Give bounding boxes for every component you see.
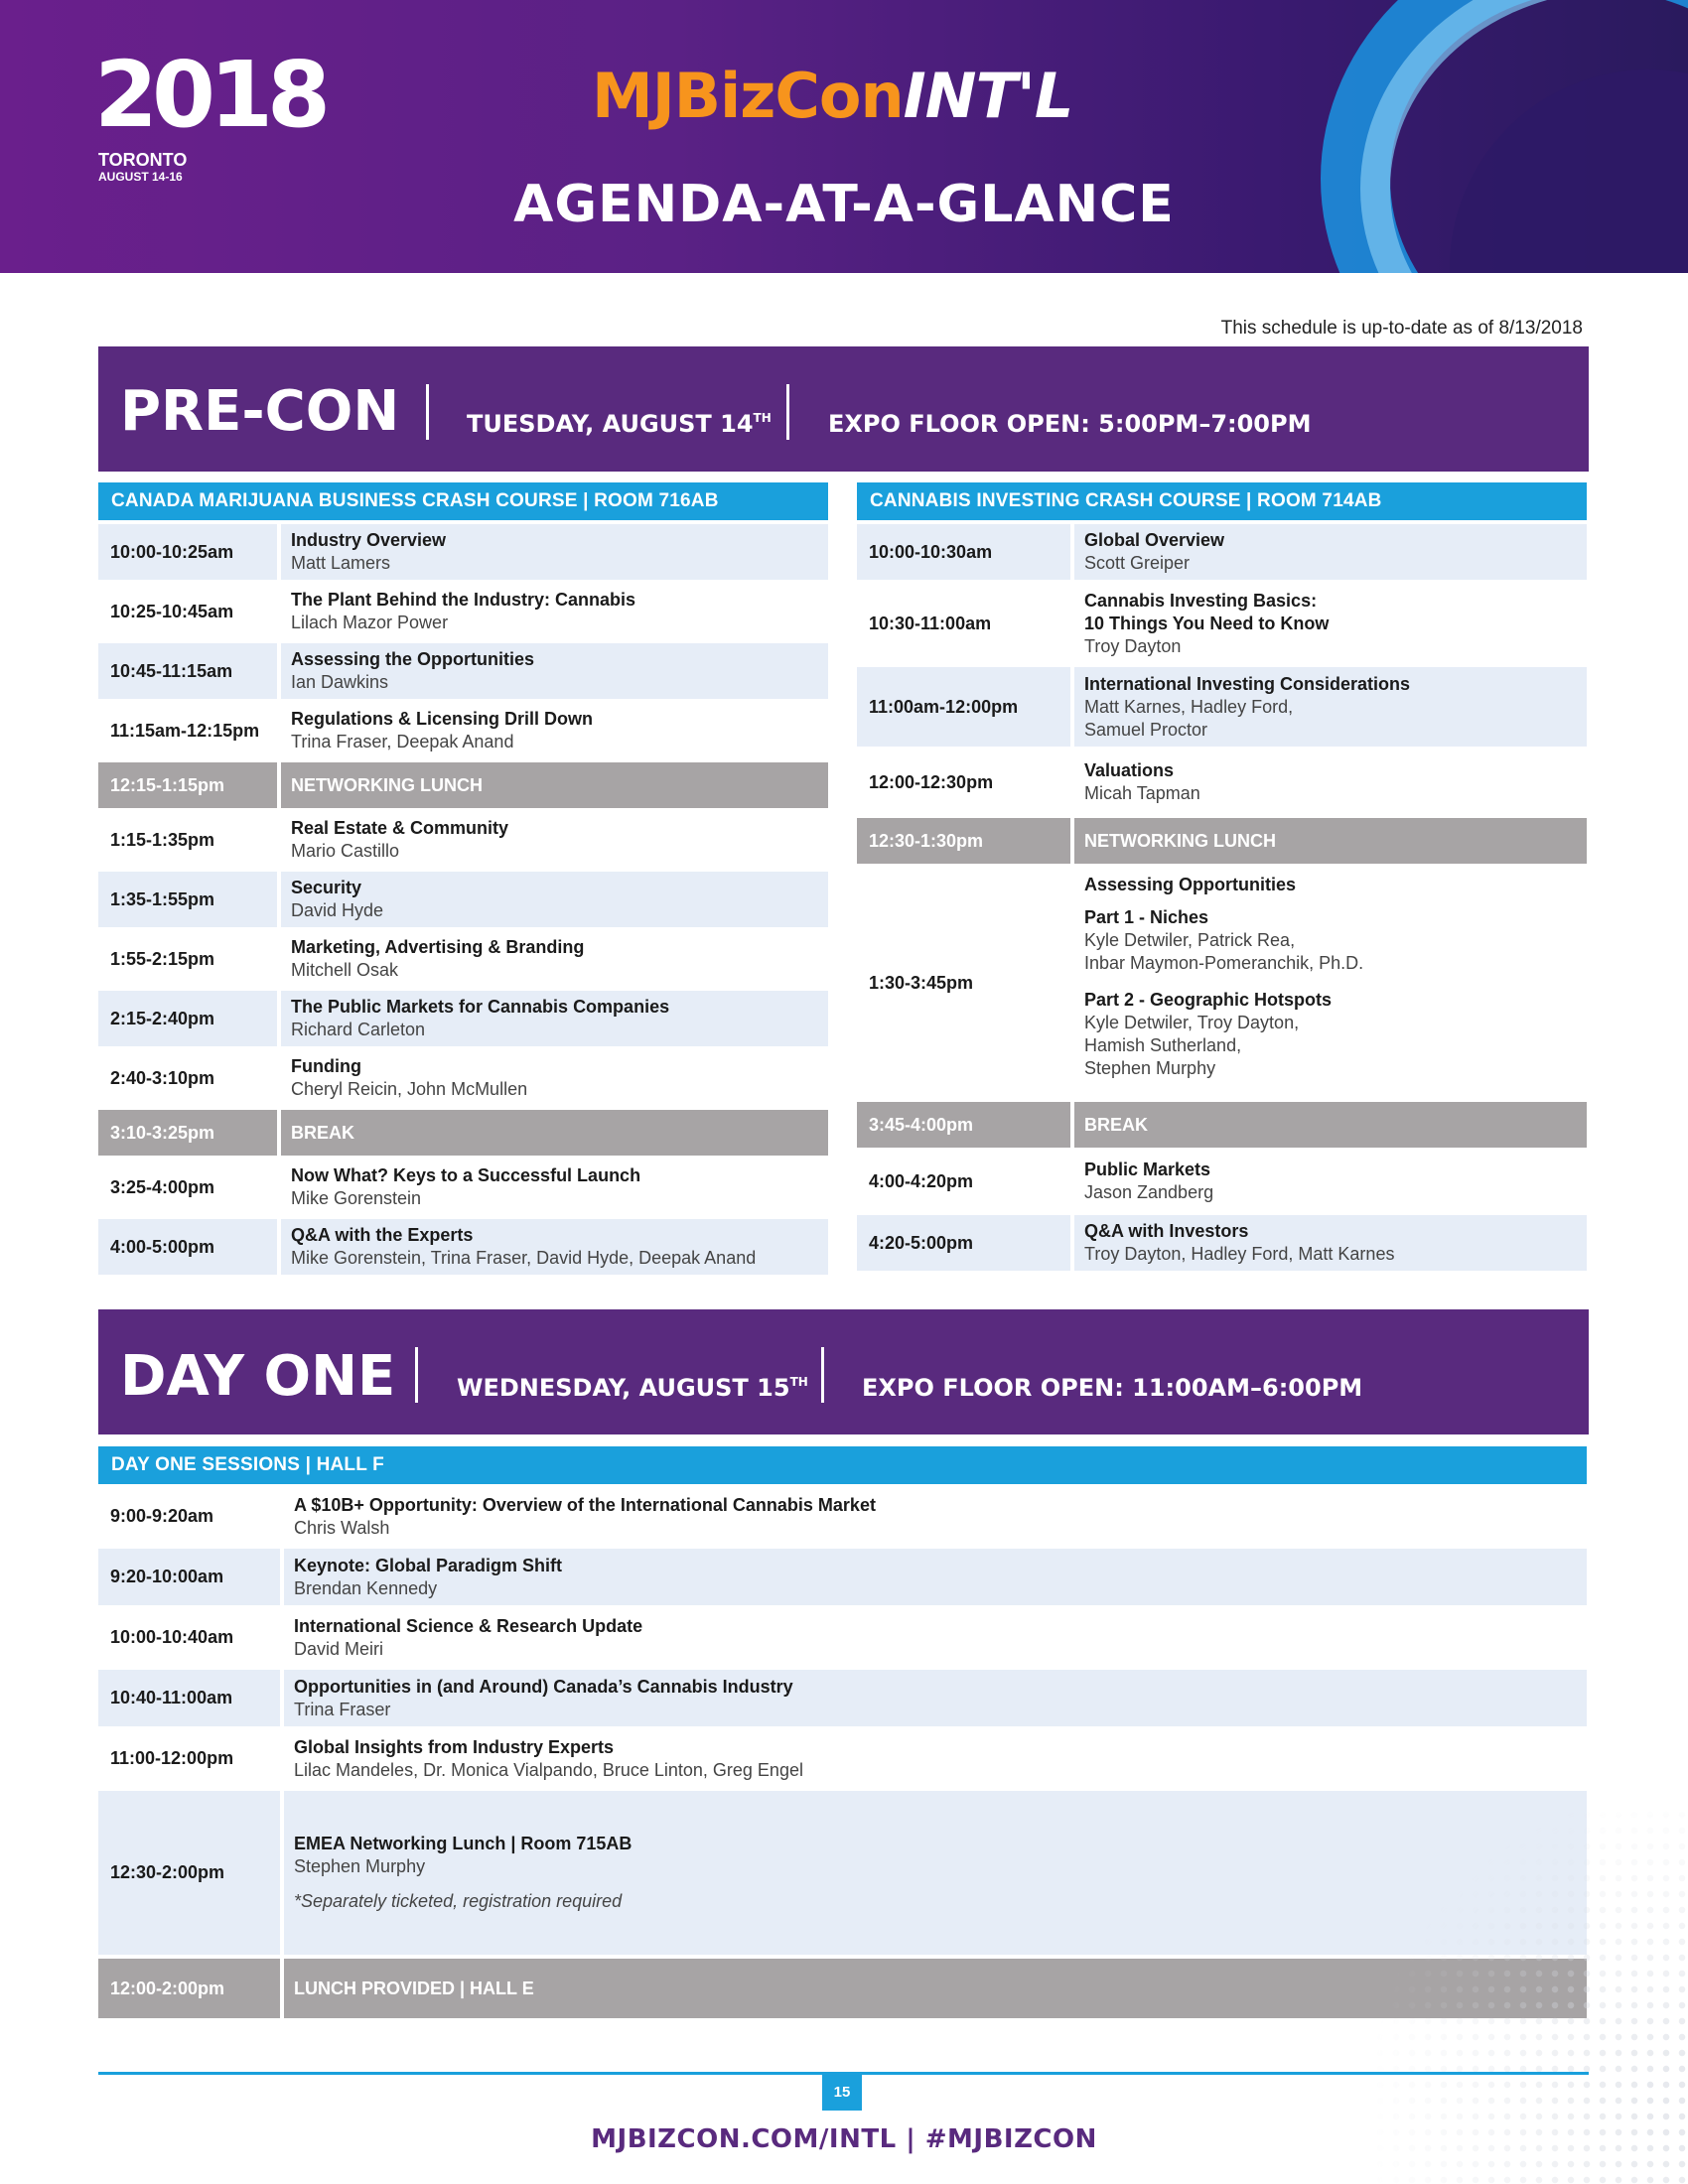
divider: [426, 384, 429, 440]
session-speakers: Kyle Detwiler, Patrick Rea,: [1084, 930, 1296, 950]
logo-city: TORONTO: [98, 150, 188, 170]
session-title: Funding: [291, 1056, 361, 1076]
session-title: The Plant Behind the Industry: Cannabis: [291, 590, 636, 610]
session-time: 12:30-1:30pm: [857, 818, 1070, 864]
session-time: 10:00-10:40am: [98, 1609, 280, 1666]
header-banner: [0, 0, 1688, 273]
footer-links: MJBIZCON.COM/INTL | #MJBIZCON: [591, 2124, 1097, 2154]
session-details: [1074, 818, 1587, 864]
precon-header-bar: [98, 346, 1589, 472]
session-details: [281, 1219, 828, 1275]
session-title: A $10B+ Opportunity: Overview of the International Cannabis Market: [294, 1494, 876, 1515]
brand-main: MJBizCon: [592, 60, 904, 132]
logo-dates: AUGUST 14-16: [98, 170, 183, 184]
session-time: 11:00-12:00pm: [98, 1730, 280, 1787]
session-time: 9:20-10:00am: [98, 1549, 280, 1605]
section-day: WEDNESDAY, AUGUST 15TH: [457, 1374, 808, 1402]
page-number: 15: [822, 2075, 862, 2111]
session-row: [98, 1050, 828, 1106]
session-time: 10:00-10:25am: [98, 524, 277, 580]
session-speakers: Jason Zandberg: [1084, 1182, 1214, 1202]
session-time: 3:10-3:25pm: [98, 1110, 277, 1156]
session-time: 10:45-11:15am: [98, 643, 277, 699]
session-speakers: David Meiri: [294, 1638, 384, 1659]
session-row: [98, 872, 828, 927]
session-row: [857, 1152, 1587, 1211]
brand-logo: [592, 60, 1073, 132]
session-details: [281, 1160, 828, 1215]
update-notice: This schedule is up-to-date as of 8/13/2018: [1220, 318, 1583, 339]
session-row: [98, 524, 828, 580]
session-title: Q&A with the Experts: [291, 1225, 474, 1245]
divider: [786, 384, 789, 440]
expo-hours: EXPO FLOOR OPEN: 11:00AM–6:00PM: [862, 1374, 1363, 1402]
session-speakers: Lilac Mandeles, Dr. Monica Vialpando, Bruce Linton, Greg Engel: [294, 1759, 803, 1780]
session-speakers: Matt Karnes, Hadley Ford,: [1084, 696, 1294, 717]
session-speakers: Lilach Mazor Power: [291, 613, 449, 632]
session-speakers: Brendan Kennedy: [294, 1577, 438, 1598]
session-time: 12:00-12:30pm: [857, 751, 1070, 814]
session-row: [98, 812, 828, 868]
session-speakers: Troy Dayton, Hadley Ford, Matt Karnes: [1084, 1244, 1395, 1264]
session-row: [98, 991, 828, 1046]
session-title: Industry Overview: [291, 530, 447, 550]
session-speakers: Mitchell Osak: [291, 960, 399, 980]
break-title: BREAK: [1084, 1114, 1149, 1135]
session-row: [857, 751, 1587, 814]
session-title: The Public Markets for Cannabis Companies: [291, 997, 670, 1017]
session-details: [281, 991, 828, 1046]
session-title: Assessing Opportunities: [1084, 875, 1297, 894]
session-speakers: Cheryl Reicin, John McMullen: [291, 1079, 528, 1099]
session-details: [281, 524, 828, 580]
break-title: BREAK: [291, 1122, 355, 1143]
session-details: [281, 812, 828, 868]
session-speakers: Chris Walsh: [294, 1517, 390, 1538]
session-list: [98, 520, 828, 1275]
section-day: TUESDAY, AUGUST 14TH: [467, 410, 772, 438]
session-row: [98, 931, 828, 987]
session-title: Public Markets: [1084, 1160, 1211, 1179]
session-details: [1074, 667, 1587, 747]
session-speakers: Inbar Maymon-Pomeranchik, Ph.D.: [1084, 953, 1364, 973]
session-speakers: Stephen Murphy: [294, 1856, 426, 1876]
session-time: 3:25-4:00pm: [98, 1160, 277, 1215]
session-time: 10:30-11:00am: [857, 584, 1070, 663]
session-row: [98, 1549, 1587, 1605]
session-title: Marketing, Advertising & Branding: [291, 937, 585, 957]
session-row: [98, 643, 828, 699]
break-title: NETWORKING LUNCH: [291, 774, 483, 795]
expo-hours: EXPO FLOOR OPEN: 5:00PM–7:00PM: [828, 410, 1312, 438]
session-speakers: Mike Gorenstein, Trina Fraser, David Hyde, Deepak Anand: [291, 1248, 757, 1268]
logo-year: 2018: [94, 42, 326, 148]
session-time: 4:20-5:00pm: [857, 1215, 1070, 1271]
session-title: Global Overview: [1084, 530, 1225, 550]
session-details: [281, 762, 828, 808]
session-speakers: Mario Castillo: [291, 841, 400, 861]
section-name: DAY ONE: [120, 1344, 396, 1409]
session-time: 10:40-11:00am: [98, 1670, 280, 1726]
session-time: 11:00am-12:00pm: [857, 667, 1070, 747]
break-row: [98, 762, 828, 808]
session-time: 12:00-2:00pm: [98, 1959, 280, 2018]
session-time: 1:35-1:55pm: [98, 872, 277, 927]
session-details: [281, 703, 828, 758]
session-row: [857, 667, 1587, 747]
track-header: CANNABIS INVESTING CRASH COURSE | ROOM 714AB: [857, 482, 1587, 520]
session-details: [281, 1110, 828, 1156]
session-title: EMEA Networking Lunch | Room 715AB: [294, 1834, 633, 1853]
session-row: [857, 868, 1587, 1098]
session-time: 12:15-1:15pm: [98, 762, 277, 808]
session-details: [1074, 751, 1587, 814]
session-details: [281, 584, 828, 639]
divider: [415, 1347, 418, 1403]
session-details: [1074, 868, 1587, 1098]
session-title: Valuations: [1084, 760, 1175, 780]
session-speakers: Richard Carleton: [291, 1020, 426, 1039]
session-title: Security: [291, 878, 362, 897]
session-time: 10:00-10:30am: [857, 524, 1070, 580]
session-note: *Separately ticketed, registration required: [294, 1891, 623, 1911]
session-time: 10:25-10:45am: [98, 584, 277, 639]
session-title: 10 Things You Need to Know: [1084, 613, 1330, 633]
session-speakers: Hamish Sutherland,: [1084, 1035, 1242, 1055]
session-row: [98, 1488, 1587, 1545]
session-title: Q&A with Investors: [1084, 1221, 1249, 1241]
session-speakers: Ian Dawkins: [291, 672, 389, 692]
session-row: [857, 524, 1587, 580]
session-speakers: Scott Greiper: [1084, 553, 1191, 573]
session-row: [98, 1609, 1587, 1666]
track-header: CANADA MARIJUANA BUSINESS CRASH COURSE | ROOM 716AB: [98, 482, 828, 520]
session-row: [98, 584, 828, 639]
session-details: [1074, 1152, 1587, 1211]
page-title: AGENDA-AT-A-GLANCE: [513, 175, 1175, 234]
session-time: 11:15am-12:15pm: [98, 703, 277, 758]
track-header: DAY ONE SESSIONS | HALL F: [98, 1446, 1587, 1484]
session-title: International Investing Considerations: [1084, 673, 1411, 694]
session-speakers: Samuel Proctor: [1084, 719, 1208, 740]
session-row: [98, 1730, 1587, 1787]
session-time: 1:55-2:15pm: [98, 931, 277, 987]
session-time: 9:00-9:20am: [98, 1488, 280, 1545]
session-title: Opportunities in (and Around) Canada’s Cannabis Industry: [294, 1676, 793, 1697]
session-title: Now What? Keys to a Successful Launch: [291, 1165, 641, 1185]
session-time: 2:40-3:10pm: [98, 1050, 277, 1106]
session-details: [284, 1730, 1587, 1787]
session-row: [98, 1219, 828, 1275]
session-details: [284, 1488, 1587, 1545]
session-details: [284, 1549, 1587, 1605]
session-details: [281, 931, 828, 987]
break-row: [98, 1110, 828, 1156]
brand-suffix: INT'L: [903, 60, 1073, 132]
session-speakers: Kyle Detwiler, Troy Dayton,: [1084, 1013, 1300, 1032]
track-canada-crash-course: [98, 482, 828, 1275]
session-row: [98, 1160, 828, 1215]
break-title: NETWORKING LUNCH: [1084, 830, 1276, 851]
session-details: [1074, 584, 1587, 663]
session-details: [1074, 524, 1587, 580]
session-title: Global Insights from Industry Experts: [294, 1736, 615, 1757]
session-row: [98, 703, 828, 758]
session-speakers: Micah Tapman: [1084, 783, 1200, 803]
session-details: [281, 643, 828, 699]
divider: [821, 1347, 824, 1403]
session-details: [1074, 1215, 1587, 1271]
session-row: [857, 1215, 1587, 1271]
break-title: LUNCH PROVIDED | HALL E: [294, 1978, 534, 1998]
session-speakers: Stephen Murphy: [1084, 1058, 1216, 1078]
session-details: [281, 872, 828, 927]
part-title: Part 1 - Niches: [1084, 907, 1209, 927]
session-title: Keynote: Global Paradigm Shift: [294, 1555, 563, 1575]
session-time: 12:30-2:00pm: [98, 1791, 280, 1955]
track-investing-crash-course: [857, 482, 1587, 1271]
session-title: International Science & Research Update: [294, 1615, 643, 1636]
break-row: [857, 1102, 1587, 1148]
session-speakers: Trina Fraser, Deepak Anand: [291, 732, 514, 751]
session-time: 4:00-5:00pm: [98, 1219, 277, 1275]
session-row: [98, 1670, 1587, 1726]
session-time: 2:15-2:40pm: [98, 991, 277, 1046]
section-name: PRE-CON: [120, 379, 400, 444]
session-speakers: David Hyde: [291, 900, 384, 920]
session-speakers: Trina Fraser: [294, 1699, 391, 1719]
break-row: [857, 818, 1587, 864]
session-title: Regulations & Licensing Drill Down: [291, 709, 594, 729]
dayone-header-bar: [98, 1309, 1589, 1434]
session-speakers: Troy Dayton: [1084, 635, 1182, 656]
session-list: [857, 520, 1587, 1271]
session-speakers: Matt Lamers: [291, 553, 391, 573]
session-title: Real Estate & Community: [291, 818, 509, 838]
session-details: [1074, 1102, 1587, 1148]
session-speakers: Mike Gorenstein: [291, 1188, 422, 1208]
session-details: [281, 1050, 828, 1106]
session-row: [857, 584, 1587, 663]
session-time: 4:00-4:20pm: [857, 1152, 1070, 1211]
session-title: Cannabis Investing Basics:: [1084, 590, 1318, 611]
session-title: Assessing the Opportunities: [291, 649, 535, 669]
session-details: [284, 1609, 1587, 1666]
session-details: [284, 1670, 1587, 1726]
session-time: 1:30-3:45pm: [857, 868, 1070, 1098]
session-time: 1:15-1:35pm: [98, 812, 277, 868]
part-title: Part 2 - Geographic Hotspots: [1084, 990, 1333, 1010]
session-time: 3:45-4:00pm: [857, 1102, 1070, 1148]
